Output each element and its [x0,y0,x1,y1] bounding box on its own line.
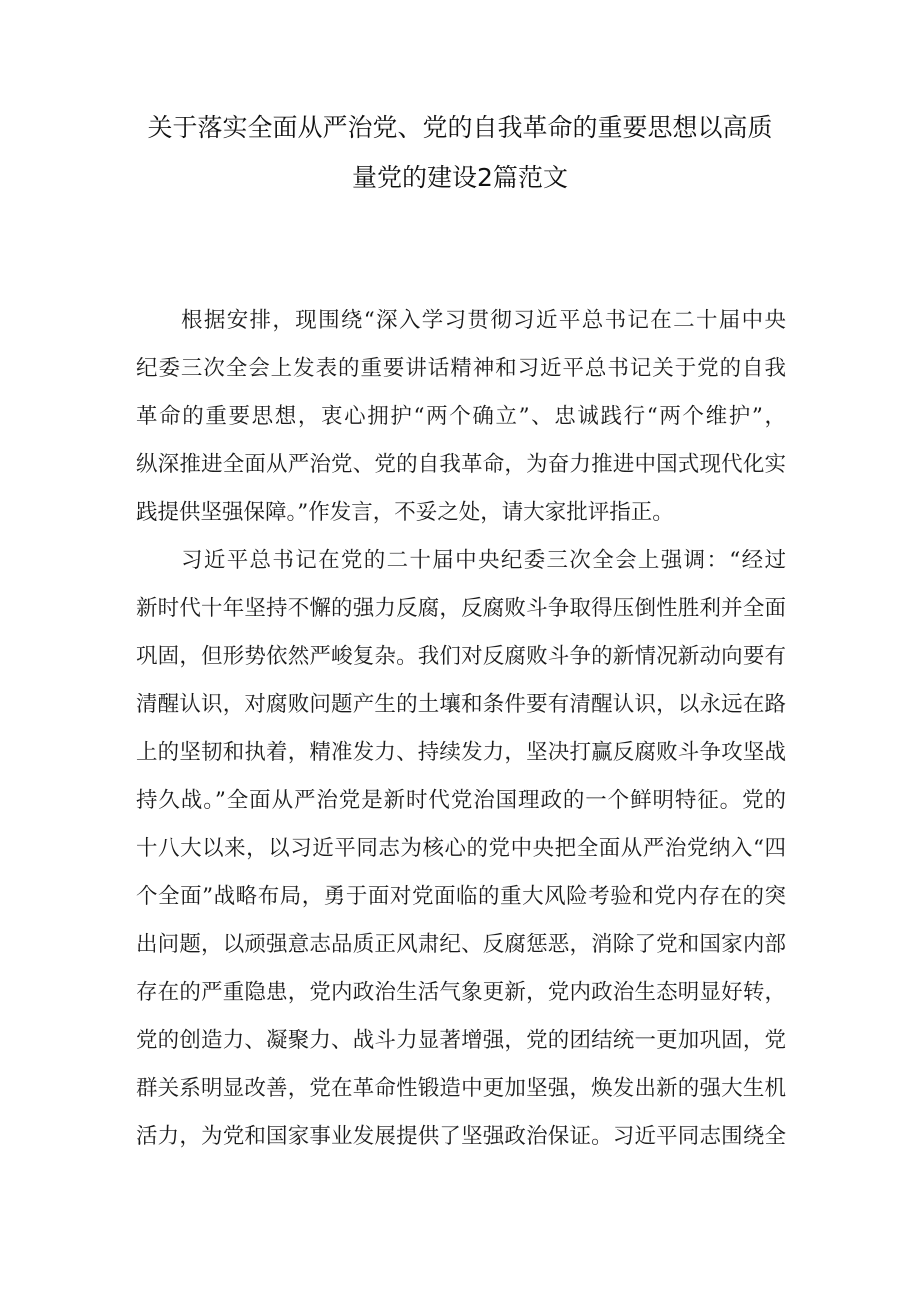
document-title-line-2: 量党的建设2篇范文 [352,163,568,192]
paragraph-1-line-3: 革命的重要思想，衷心拥护“两个确立”、忠诚践行“两个维护”， [136,404,786,429]
paragraph-2-line-3: 巩固，但形势依然严峻复杂。我们对反腐败斗争的新情况新动向要有 [136,644,786,669]
paragraph-2-line-11: 党的创造力、凝聚力、战斗力显著增强，党的团结统一更加巩固，党 [136,1028,786,1053]
paragraph-2-line-6: 持久战。”全面从严治党是新时代党治国理政的一个鲜明特征。党的 [136,788,786,813]
paragraph-2-line-7: 十八大以来，以习近平同志为核心的党中央把全面从严治党纳入“四 [136,836,786,861]
paragraph-2-line-2: 新时代十年坚持不懈的强力反腐，反腐败斗争取得压倒性胜利并全面 [136,596,786,621]
paragraph-1-line-2: 纪委三次全会上发表的重要讲话精神和习近平总书记关于党的自我 [136,356,786,381]
paragraph-1-line-5: 践提供坚强保障。”作发言，不妥之处，请大家批评指正。 [136,500,674,525]
document-title-line-1: 关于落实全面从严治党、党的自我革命的重要思想以高质 [147,113,773,142]
paragraph-1-line-1: 根据安排，现围绕“深入学习贯彻习近平总书记在二十届中央 [181,308,786,333]
paragraph-2-line-8: 个全面”战略布局，勇于面对党面临的重大风险考验和党内存在的突 [136,884,786,909]
paragraph-1-line-4: 纵深推进全面从严治党、党的自我革命，为奋力推进中国式现代化实 [136,452,786,477]
paragraph-2-line-4: 清醒认识，对腐败问题产生的土壤和条件要有清醒认识，以永远在路 [136,692,786,717]
paragraph-2-line-10: 存在的严重隐患，党内政治生活气象更新，党内政治生态明显好转， [136,980,786,1005]
paragraph-2-line-13: 活力，为党和国家事业发展提供了坚强政治保证。习近平同志围绕全 [136,1124,786,1149]
paragraph-2-line-1: 习近平总书记在党的二十届中央纪委三次全会上强调：“经过 [181,548,786,573]
paragraph-2-line-12: 群关系明显改善，党在革命性锻造中更加坚强，焕发出新的强大生机 [136,1076,786,1101]
paragraph-2-line-9: 出问题，以顽强意志品质正风肃纪、反腐惩恶，消除了党和国家内部 [136,932,786,957]
paragraph-2-line-5: 上的坚韧和执着，精准发力、持续发力，坚决打赢反腐败斗争攻坚战 [136,740,786,765]
